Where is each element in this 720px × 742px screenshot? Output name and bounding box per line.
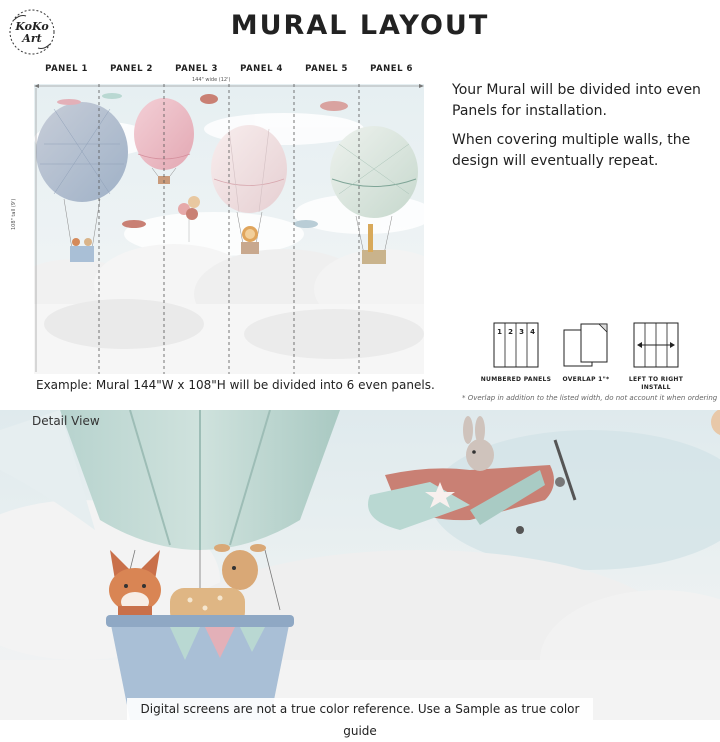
detail-view-label: Detail View: [32, 414, 100, 428]
overlap-info: [546, 322, 626, 384]
panel-label: PANEL 5: [305, 64, 348, 74]
overlap-icon: [563, 322, 609, 368]
svg-text:KoKo: KoKo: [15, 20, 49, 33]
panel-number: 4: [530, 328, 535, 336]
color-disclaimer: Digital screens are not a true color reference. Use a Sample as true color guide: [127, 698, 593, 720]
panel-label: PANEL 1: [45, 64, 88, 74]
description-paragraph: Your Mural will be divided into even Panels for installation.: [452, 82, 701, 119]
panel-labels: [34, 64, 426, 76]
overlap-footnote: * Overlap in addition to the listed width, do not account it when ordering: [462, 394, 718, 402]
overlap-label: OVERLAP 1"*: [562, 376, 610, 383]
numbered-panels-info: [476, 322, 556, 384]
panel-label: PANEL 6: [370, 64, 413, 74]
install-direction-info: [616, 322, 696, 392]
panel-label: PANEL 3: [175, 64, 218, 74]
description-paragraph: When covering multiple walls, the design will eventually repeat.: [452, 132, 691, 169]
example-caption: Example: Mural 144"W x 108"H will be divided into 6 even panels.: [36, 378, 435, 392]
height-label: 108" tall (9'): [11, 198, 17, 230]
panel-number: 1: [497, 328, 502, 336]
page-title: MURAL LAYOUT: [230, 10, 490, 41]
panel-label: PANEL 4: [240, 64, 283, 74]
panel-number: 3: [519, 328, 524, 336]
svg-text:Art: Art: [22, 32, 42, 45]
left-to-right-icon: [633, 322, 679, 368]
panel-number: 2: [508, 328, 513, 336]
numbered-panels-icon: [493, 322, 539, 368]
left-to-right-label: LEFT TO RIGHT INSTALL: [628, 376, 684, 391]
numbered-panels-label: NUMBERED PANELS: [480, 376, 552, 383]
panel-label: PANEL 2: [110, 64, 153, 74]
detail-view-image: [0, 410, 720, 720]
mural-description: [452, 80, 717, 180]
width-label: 144" wide (12'): [192, 77, 231, 83]
mural-preview: [34, 84, 424, 374]
